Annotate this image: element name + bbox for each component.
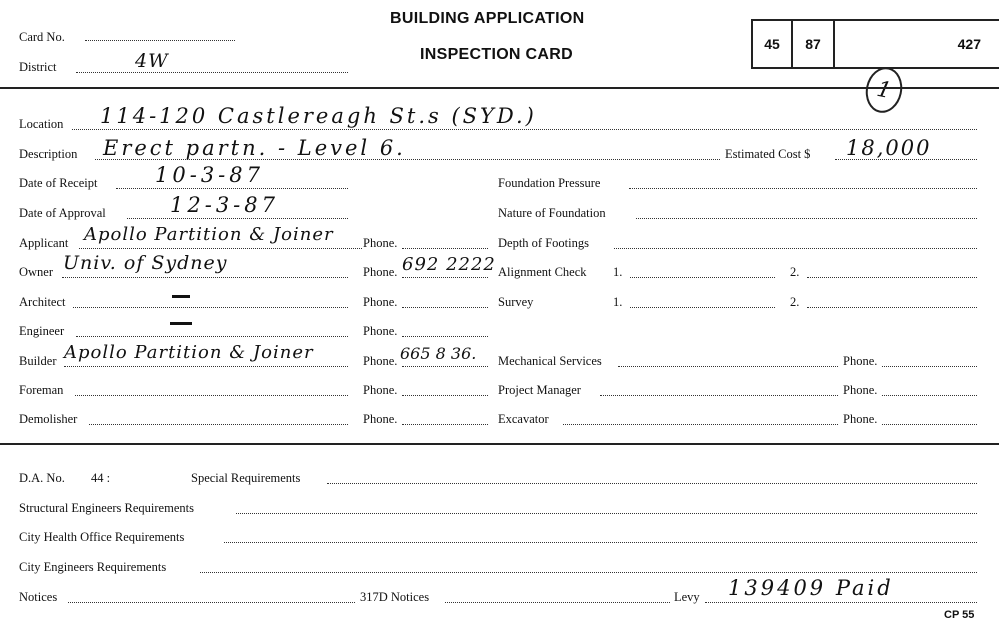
- applicant-value: Apollo Partition & Joiner: [84, 224, 334, 245]
- levy-line: [705, 602, 977, 603]
- levy-value: 139409 Paid: [728, 576, 894, 600]
- alignment-check-2-label: 2.: [790, 265, 800, 279]
- owner-phone-label: Phone.: [363, 265, 398, 279]
- city-health-label: City Health Office Requirements: [19, 530, 185, 544]
- builder-value: Apollo Partition & Joiner: [64, 342, 314, 363]
- alignment-check-2-line: [807, 277, 977, 278]
- city-engineers-line: [200, 572, 977, 573]
- engineer-dash: [170, 322, 192, 325]
- da-no-value: 44 :: [91, 471, 111, 485]
- project-manager-line: [600, 395, 838, 396]
- survey-label: Survey: [498, 295, 534, 309]
- excavator-phone-line: [882, 424, 977, 425]
- form-title-line2: INSPECTION CARD: [420, 46, 573, 63]
- demolisher-phone-label: Phone.: [363, 412, 398, 426]
- notices-317d-label: 317D Notices: [360, 590, 430, 604]
- survey-2-label: 2.: [790, 295, 800, 309]
- circled-mark-text: 1: [874, 76, 894, 104]
- excavator-line: [563, 424, 838, 425]
- project-manager-label: Project Manager: [498, 383, 581, 397]
- notices-317d-line: [445, 602, 670, 603]
- owner-value: Univ. of Sydney: [63, 252, 228, 274]
- header-divider: [0, 87, 999, 89]
- demolisher-phone-line: [402, 424, 488, 425]
- date-approval-line: [127, 218, 348, 219]
- card-box-a: 45: [753, 21, 793, 67]
- city-health-line: [224, 542, 977, 543]
- architect-label: Architect: [19, 295, 66, 309]
- project-manager-phone-label: Phone.: [843, 383, 878, 397]
- engineer-label: Engineer: [19, 324, 65, 338]
- alignment-check-1-line: [630, 277, 775, 278]
- levy-label: Levy: [674, 590, 700, 604]
- project-manager-phone-line: [882, 395, 977, 396]
- depth-footings-line: [614, 248, 977, 249]
- card-no-label: Card No.: [19, 30, 65, 44]
- form-code: CP 55: [944, 609, 975, 621]
- district-value: 4W: [135, 50, 169, 72]
- owner-label: Owner: [19, 265, 54, 279]
- excavator-label: Excavator: [498, 412, 549, 426]
- card-no-line: [85, 40, 235, 41]
- description-label: Description: [19, 147, 78, 161]
- middle-divider: [0, 443, 999, 445]
- survey-1-line: [630, 307, 775, 308]
- alignment-check-label: Alignment Check: [498, 265, 587, 279]
- applicant-phone-line: [402, 248, 488, 249]
- description-value: Erect partn. - Level 6.: [103, 136, 406, 160]
- builder-line: [64, 366, 348, 367]
- applicant-phone-label: Phone.: [363, 236, 398, 250]
- date-receipt-value: 10-3-87: [155, 163, 264, 187]
- foreman-phone-line: [402, 395, 488, 396]
- foundation-pressure-line: [629, 188, 977, 189]
- architect-dash: [172, 295, 190, 298]
- excavator-phone-label: Phone.: [843, 412, 878, 426]
- notices-label: Notices: [19, 590, 58, 604]
- card-number: 427: [957, 36, 981, 52]
- form-title-line1: BUILDING APPLICATION: [390, 10, 585, 27]
- owner-phone-line: [402, 277, 488, 278]
- circled-mark: [862, 64, 907, 116]
- engineer-phone-label: Phone.: [363, 324, 398, 338]
- demolisher-line: [89, 424, 348, 425]
- card-number-boxes: [751, 19, 999, 69]
- foundation-pressure-label: Foundation Pressure: [498, 176, 601, 190]
- architect-phone-line: [402, 307, 488, 308]
- date-approval-value: 12-3-87: [170, 193, 279, 217]
- location-label: Location: [19, 117, 64, 131]
- card-box-b: 87: [793, 21, 835, 67]
- foreman-line: [75, 395, 348, 396]
- architect-phone-label: Phone.: [363, 295, 398, 309]
- builder-phone-line: [402, 366, 488, 367]
- alignment-check-1-label: 1.: [613, 265, 623, 279]
- structural-engineers-label: Structural Engineers Requirements: [19, 501, 194, 515]
- district-label: District: [19, 60, 57, 74]
- owner-phone-value: 692 2222: [402, 254, 496, 275]
- architect-line: [73, 307, 348, 308]
- estimated-cost-label: Estimated Cost $: [725, 147, 811, 161]
- da-no-label: D.A. No.: [19, 471, 65, 485]
- mechanical-services-line: [618, 366, 838, 367]
- mechanical-phone-line: [882, 366, 977, 367]
- date-receipt-label: Date of Receipt: [19, 176, 98, 190]
- depth-footings-label: Depth of Footings: [498, 236, 589, 250]
- owner-line: [62, 277, 348, 278]
- special-requirements-line: [327, 483, 977, 484]
- location-value: 114-120 Castlereagh St.s (SYD.): [100, 104, 537, 128]
- applicant-line: [79, 248, 362, 249]
- demolisher-label: Demolisher: [19, 412, 78, 426]
- estimated-cost-value: 18,000: [846, 136, 932, 160]
- mechanical-phone-label: Phone.: [843, 354, 878, 368]
- date-approval-label: Date of Approval: [19, 206, 106, 220]
- date-receipt-line: [116, 188, 348, 189]
- survey-2-line: [807, 307, 977, 308]
- nature-foundation-line: [636, 218, 977, 219]
- notices-line: [68, 602, 355, 603]
- foreman-phone-label: Phone.: [363, 383, 398, 397]
- city-engineers-label: City Engineers Requirements: [19, 560, 167, 574]
- builder-label: Builder: [19, 354, 57, 368]
- location-line: [72, 129, 977, 130]
- foreman-label: Foreman: [19, 383, 64, 397]
- survey-1-label: 1.: [613, 295, 623, 309]
- engineer-phone-line: [402, 336, 488, 337]
- structural-engineers-line: [236, 513, 977, 514]
- nature-foundation-label: Nature of Foundation: [498, 206, 606, 220]
- mechanical-services-label: Mechanical Services: [498, 354, 602, 368]
- special-requirements-label: Special Requirements: [191, 471, 301, 485]
- engineer-line: [76, 336, 348, 337]
- builder-phone-value: 665 8 36.: [400, 344, 477, 363]
- applicant-label: Applicant: [19, 236, 69, 250]
- district-line: [76, 72, 348, 73]
- builder-phone-label: Phone.: [363, 354, 398, 368]
